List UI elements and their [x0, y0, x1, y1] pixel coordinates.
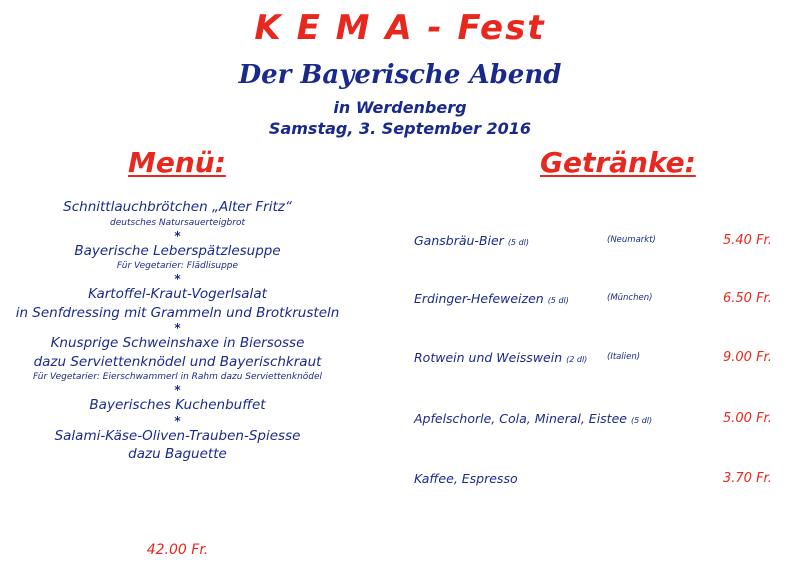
drink-name — [414, 471, 518, 486]
drink-name — [414, 233, 529, 248]
menu-item: in Senfdressing mit Grammeln und Brotkrusteln — [15, 304, 340, 321]
drink-name-text: Apfelschorle, Cola, Mineral, Eistee — [414, 411, 627, 426]
menu-item: dazu Baguette — [128, 446, 227, 462]
drink-name — [414, 291, 569, 306]
course-separator: * — [174, 272, 181, 286]
event-location: in Werdenberg — [333, 98, 467, 117]
drink-origin: (München) — [607, 293, 653, 303]
menu-item: Bayerisches Kuchenbuffet — [89, 397, 266, 413]
menu-item: Salami-Käse-Oliven-Trauben-Spiesse — [54, 427, 301, 444]
menu-item: Knusprige Schweinshaxe in Biersosse — [50, 335, 305, 351]
drink-price: 3.70 Fr. — [723, 471, 772, 486]
event-subtitle: Der Bayerische Abend — [238, 60, 562, 90]
drink-name — [414, 350, 587, 365]
drink-volume: (2 dl) — [566, 355, 588, 364]
course-separator: * — [174, 321, 181, 335]
drink-name-text: Rotwein und Weisswein — [414, 350, 563, 365]
drink-price: 5.40 Fr. — [723, 233, 772, 248]
drink-price: 6.50 Fr. — [723, 291, 772, 306]
menu-item: Schnittlauchbrötchen „Alter Fritz“ — [63, 199, 292, 215]
menu-item: Kartoffel-Kraut-Vogerlsalat — [88, 286, 267, 302]
menu-list — [0, 198, 355, 464]
menu-price: 42.00 Fr. — [146, 542, 209, 558]
drink-name — [414, 411, 652, 426]
menu-note: Für Vegetarier: Flädlisuppe — [116, 261, 239, 271]
event-title: K E M A - Fest — [254, 8, 546, 48]
menu-item: Bayerische Leberspätzlesuppe — [74, 242, 281, 259]
drink-row — [414, 471, 794, 491]
drink-row — [414, 411, 794, 431]
drink-price: 9.00 Fr. — [723, 350, 772, 365]
course-separator: * — [174, 383, 181, 397]
menu-note: Für Vegetarier: Eierschwammerl in Rahm dazu Serviettenknödel — [32, 372, 323, 382]
drink-origin: (Neumarkt) — [607, 235, 656, 245]
drink-origin: (Italien) — [607, 352, 641, 362]
drink-volume: (5 dl) — [630, 416, 653, 425]
drink-volume: (5 dl) — [547, 296, 569, 305]
drinks-heading: Getränke: — [540, 146, 696, 179]
drink-row — [414, 350, 794, 370]
drink-row — [414, 233, 794, 253]
drink-name-text: Erdinger-Hefeweizen — [414, 291, 544, 306]
drink-price: 5.00 Fr. — [723, 411, 772, 426]
drink-volume: (5 dl) — [507, 238, 529, 247]
menu-note: deutsches Natursauerteigbrot — [110, 217, 245, 228]
menu-item: dazu Serviettenknödel und Bayerischkraut — [33, 353, 322, 370]
drink-row — [414, 291, 794, 311]
course-separator: * — [174, 228, 181, 243]
course-separator: * — [174, 413, 181, 428]
menu-heading: Menü: — [128, 146, 226, 179]
event-date: Samstag, 3. September 2016 — [268, 119, 532, 138]
drink-name-text: Kaffee, Espresso — [414, 471, 518, 486]
drink-name-text: Gansbräu-Bier — [414, 233, 504, 248]
